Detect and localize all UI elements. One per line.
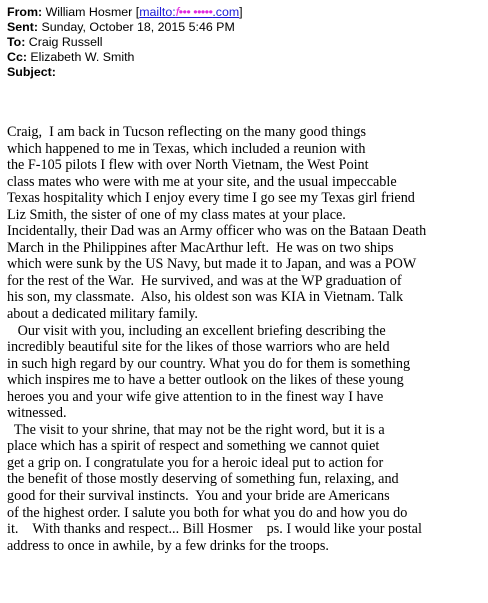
body-line: for the rest of the War. He survived, and was at the WP graduation of [7,272,402,289]
subject-label: Subject: [7,65,56,79]
mailto-bracket-open: [ [135,5,140,19]
body-line: place which has a spirit of respect and something we cannot quiet [7,438,380,455]
email-header [7,5,481,80]
to-label: To: [7,35,26,49]
sent-row [7,20,481,35]
cc-row [7,50,481,65]
cc-label: Cc: [7,50,27,64]
body-line: it. With thanks and respect... Bill Hosmer ps. I would like your postal [7,521,422,538]
body-line: good for their survival instincts. You and your bride are Americans [7,488,390,505]
sent-value: Sunday, October 18, 2015 5:46 PM [41,20,235,34]
from-label: From: [7,5,43,19]
redacted-email: f••• ••••• [175,5,213,19]
mailto-prefix: mailto: [139,5,176,19]
body-line: address to once in awhile, by a few drinks for the troops. [7,537,329,554]
body-line: the F-105 pilots I flew with over North Vietnam, the West Point [7,157,369,174]
body-line: Our visit with you, including an excellent briefing describing the [7,322,386,339]
body-line: Craig, I am back in Tucson reflecting on the many good things [7,124,366,140]
body-line: which inspires me to have a better outlook on the likes of these young [7,372,404,389]
body-line: incredibly beautiful site for the likes of those warriors who are held [7,339,390,356]
body-line: witnessed. [7,405,67,422]
cc-value: Elizabeth W. Smith [30,50,135,64]
body-line: March in the Philippines after MacArthur left. He was on two ships [7,239,394,256]
body-line: Texas hospitality which I enjoy every time I go see my Texas girl friend [7,190,415,207]
subject-row [7,65,481,80]
body-line: in such high regard by our country. What you do for them is something [7,355,411,372]
to-value: Craig Russell [28,35,103,49]
body-line: get a grip on. I congratulate you for a heroic ideal put to action for [7,454,384,471]
body-line: The visit to your shrine, that may not be the right word, but it is a [7,421,385,438]
body-line: his son, my classmate. Also, his oldest son was KIA in Vietnam. Talk [7,289,404,306]
body-line: which were sunk by the US Navy, but made it to Japan, and was a POW [7,256,417,273]
mailto-suffix: .com [212,5,240,19]
body-line: class mates who were with me at your site, and the usual impeccable [7,173,397,190]
email-body [7,124,485,554]
sent-label: Sent: [7,20,38,34]
mailto-bracket-close: ] [239,5,243,19]
to-row [7,35,481,50]
mailto-link[interactable] [139,5,239,19]
body-line: which happened to me in Texas, which included a reunion with [7,140,366,157]
body-line: of the highest order. I salute you both for what you do and how you do [7,504,408,521]
body-line: heroes you and your wife give attention to in the finest way I have [7,388,384,405]
body-line: about a dedicated military family. [7,306,198,323]
from-row [7,5,481,20]
body-line: Liz Smith, the sister of one of my class mates at your place. [7,206,346,223]
body-line: the benefit of those mostly deserving of something fun, relaxing, and [7,471,399,488]
body-line: Incidentally, their Dad was an Army officer who was on the Bataan Death [7,223,427,240]
from-name: William Hosmer [45,5,133,19]
